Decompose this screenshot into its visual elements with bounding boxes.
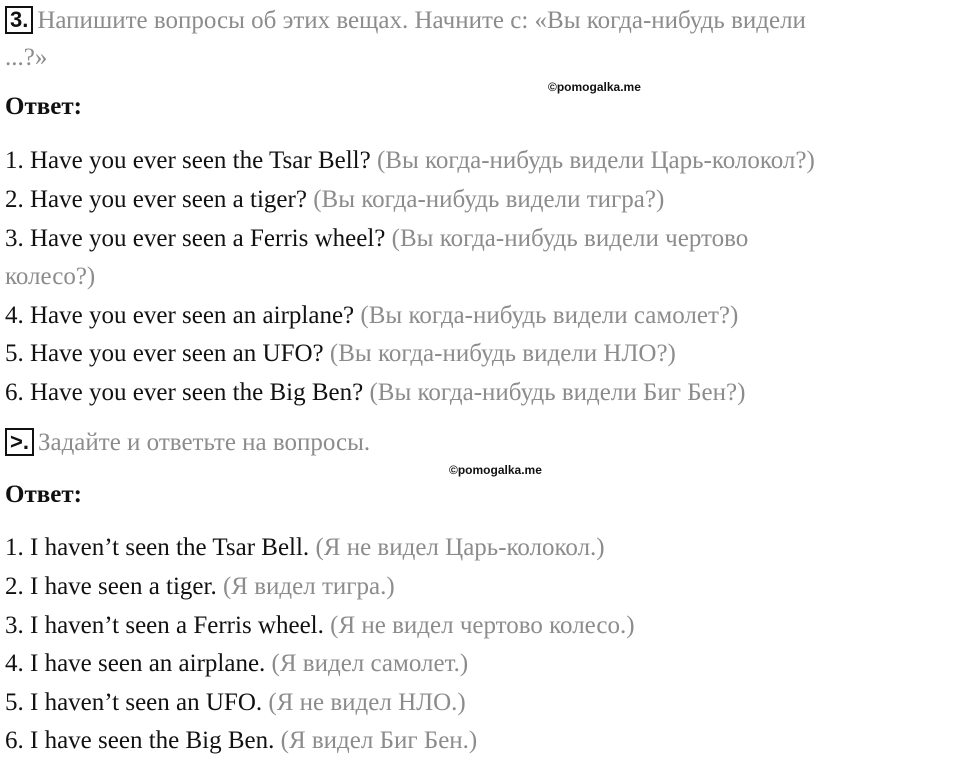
answer-line-continuation [5,262,95,292]
answer-english: 4. Have you ever seen an airplane? [5,302,355,329]
answer-line [5,378,745,408]
answer-english: 3. I haven’t seen a Ferris wheel. [5,612,324,639]
answer-translation: (Вы когда-нибудь видели Биг Бен?) [369,379,746,406]
watermark: ©pomogalka.me [449,463,542,477]
watermark: ©pomogalka.me [548,80,641,94]
answer-english: 3. Have you ever seen a Ferris wheel? [5,225,386,252]
answer-line [5,185,664,215]
answer-translation: (Вы когда-нибудь видели Царь-колокол?) [376,147,815,174]
answer-line [5,572,395,602]
answer-translation: (Вы когда-нибудь видели чертово [391,225,749,252]
answer-translation: (Вы когда-нибудь видели тигра?) [313,186,665,213]
task-instruction: Напишите вопросы об этих вещах. Начните с: «Вы когда-нибудь видели [37,7,806,34]
answer-english: 5. Have you ever seen an UFO? [5,340,324,367]
answer-translation: (Вы когда-нибудь видели самолет?) [360,302,739,329]
answer-label: Ответ: [5,481,82,508]
answer-line [5,611,635,641]
answer-line [5,688,466,718]
answer-line [5,649,468,679]
answer-translation: (Я видел Биг Бен.) [280,727,478,754]
task-next-heading [5,426,370,460]
answer-line [5,726,477,756]
answer-english: 1. I haven’t seen the Tsar Bell. [5,534,310,561]
answer-english: 6. I have seen the Big Ben. [5,727,275,754]
answer-label: Ответ: [5,93,82,120]
answer-line [5,339,676,369]
answer-line [5,224,748,254]
answer-translation: (Вы когда-нибудь видели НЛО?) [329,340,676,367]
answer-line [5,301,738,331]
answer-english: 2. I have seen a tiger. [5,573,217,600]
answer-english: 6. Have you ever seen the Big Ben? [5,379,364,406]
answer-translation: (Я видел тигра.) [222,573,395,600]
task-number-badge: >. [5,428,34,456]
answer-line [5,533,605,563]
answer-translation: (Я не видел чертово колесо.) [330,612,635,639]
answer-line [5,146,815,176]
task-number-badge: 3. [5,6,33,34]
answer-translation: (Я не видел НЛО.) [268,689,466,716]
answer-translation: (Я видел самолет.) [271,650,469,677]
answer-translation: колесо?) [5,263,96,290]
answer-english: 4. I have seen an airplane. [5,650,266,677]
answer-english: 2. Have you ever seen a tiger? [5,186,307,213]
task-instruction: Задайте и ответьте на вопросы. [37,429,371,456]
answer-translation: (Я не видел Царь-колокол.) [315,534,605,561]
answer-english: 5. I haven’t seen an UFO. [5,689,263,716]
task-instruction-continuation: ...?» [5,44,48,71]
task-3-heading [5,4,806,38]
answer-english: 1. Have you ever seen the Tsar Bell? [5,147,371,174]
